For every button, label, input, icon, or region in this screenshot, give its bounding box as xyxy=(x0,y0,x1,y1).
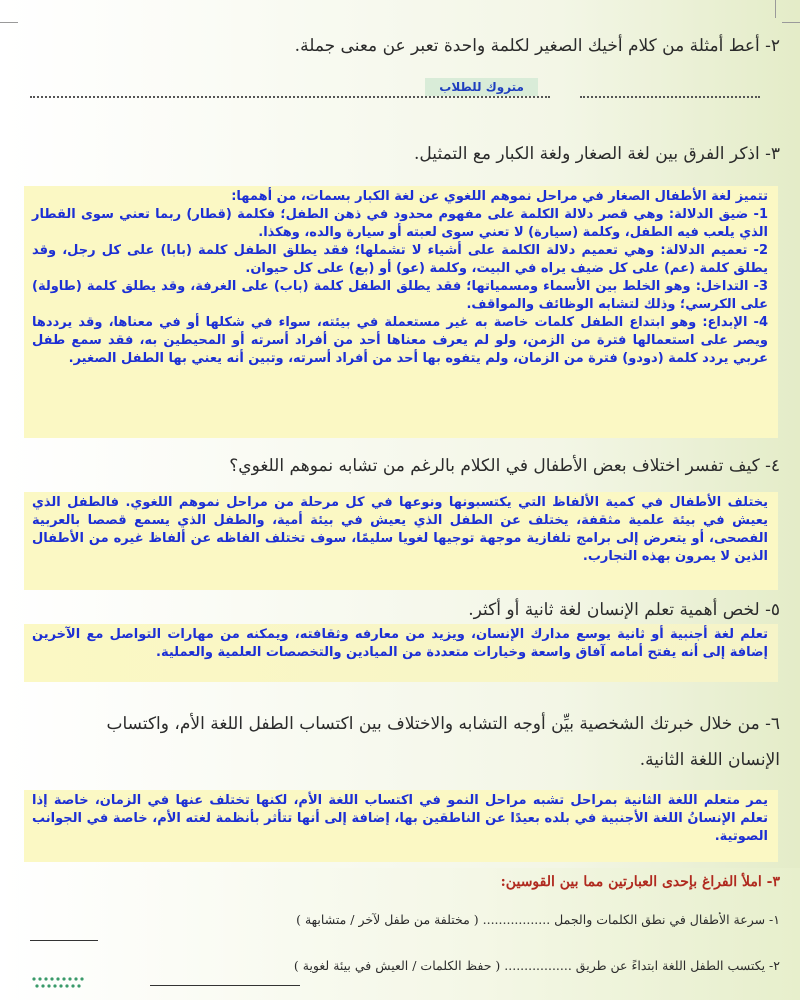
answer-6-text: يمر متعلم اللغة الثانية بمراحل تشبه مراحل النمو في اكتساب اللغة الأم، لكنها تختلف عنها في الزمان، خاصة إذا تعلم الإنسانُ اللغة الأجنبية في بلده بعيدًا عن الناطقين بها، إضافة إلى أنها تتأثر بأنظمة لغته الأم، خاصة في الجوانب الصوتية. xyxy=(32,793,768,844)
question-6 xyxy=(20,710,780,774)
answer-underline xyxy=(30,940,98,941)
answer-underline xyxy=(150,985,300,986)
answer-3-point-4: 4- الإبداع: وهو ابتداع الطفل كلمات خاصة به غير مستعملة في بيئته، سواء في شكلها أو في معناها، وقد يرددها ويصر على استعمالها فترة من الزمن، ولو لم يعرف معناها أحد من أفراد أسرته أو المحيطين به، فقد سمع طفل عربي يردد كلمة (دودو) فترة من الزمان، ولم يتفوه بها أحد من أفراد أسرته، وتبين أنه يعني بها الطفل الصغير. xyxy=(32,315,768,366)
fill-in-item-2: ٢- يكتسب الطفل اللغة ابتداءً عن طريق ................. ( حفظ الكلمات / العيش في بيئة لغوية ) xyxy=(293,958,780,973)
question-4: ٤- كيف تفسر اختلاف بعض الأطفال في الكلام بالرغم من تشابه نموهم اللغوي؟ xyxy=(229,456,780,476)
answer-6 xyxy=(24,790,778,862)
answer-note: متروك للطلاب xyxy=(425,78,538,96)
answer-4-text: يختلف الأطفال في كمية الألفاظ التي يكتسبونها ونوعها في كل مرحلة من مراحل نموهم اللغوي. فالطفل الذي يعيش في بيئة علمية مثقفة، يختلف عن الطفل الذي يعيش في بيئة أمية، والطفل الذي يسمع قصصا بالعربية الفصحى، أو يتعرض إلى برامج تلفازية موجهة توجيها لغويا سليمًا، سوف تختلف الفاظه عن ألفاظ غيره من الأطفال الذين لا يمرون بهذه التجارب. xyxy=(32,495,768,564)
question-6-line-1: ٦- من خلال خبرتك الشخصية بيِّن أوجه التشابه والاختلاف بين اكتساب الطفل اللغة الأم، واكتساب xyxy=(106,714,780,734)
fill-in-item-1: ١- سرعة الأطفال في نطق الكلمات والجمل ................. ( مختلفة من طفل لآخر / متشابهة ) xyxy=(296,912,780,927)
answer-dotted-line xyxy=(30,96,550,98)
answer-3-point-2: 2- تعميم الدلالة: وهي تعميم دلالة الكلمة على أشياء لا تشملها؛ فقد يطلق الطفل كلمة (بابا) على كل رجل، وقد يطلق كلمة (عم) على كل ضيف يراه في البيت، وكلمة (عو) أو (بع) على كل حيوان. xyxy=(32,243,768,276)
crop-mark xyxy=(775,0,776,18)
fill-in-title: ٣- املأ الفراغ بإحدى العبارتين مما بين القوسين: xyxy=(500,874,780,890)
answer-3 xyxy=(24,186,778,438)
answer-3-intro: تتميز لغة الأطفال الصغار في مراحل نموهم اللغوي عن لغة الكبار بسمات، من أهمها: xyxy=(231,189,768,204)
question-6-line-2: الإنسان اللغة الثانية. xyxy=(639,750,780,770)
crop-mark xyxy=(782,22,800,23)
publisher-logo-icon xyxy=(30,975,90,991)
crop-mark xyxy=(0,22,18,23)
answer-4 xyxy=(24,492,778,590)
answer-dotted-line xyxy=(580,96,760,98)
answer-3-point-3: 3- التداخل: وهو الخلط بين الأسماء ومسمياتها؛ فقد يطلق الطفل كلمة (باب) على الغرفة، وقد يطلق كلمة (طاولة) على الكرسي؛ وذلك لتشابه الوظائف والمواقف. xyxy=(32,279,768,312)
answer-3-point-1: 1- ضيق الدلالة: وهي قصر دلالة الكلمة على مفهوم محدود في ذهن الطفل؛ فكلمة (قطار) ربما تعني سوى القطار الذي يلعب فيه الطفل، وكلمة (سيارة) لا تعني سوى لعبته أو سيارة والده، وهكذا. xyxy=(32,207,768,240)
answer-5-text: تعلم لغة أجنبية أو ثانية يوسع مدارك الإنسان، ويزيد من معارفه وثقافته، ويمكنه من مهارات التواصل مع الآخرين إضافة إلى أنه يفتح أمامه آفاق واسعة وخيارات متعددة من الميادين والتخصصات العلمية والعملية. xyxy=(32,627,768,660)
question-2: ٢- أعط أمثلة من كلام أخيك الصغير لكلمة واحدة تعبر عن معنى جملة. xyxy=(294,36,780,56)
answer-5 xyxy=(24,624,778,682)
question-3: ٣- اذكر الفرق بين لغة الصغار ولغة الكبار مع التمثيل. xyxy=(414,144,780,164)
question-5: ٥- لخص أهمية تعلم الإنسان لغة ثانية أو أكثر. xyxy=(468,600,780,620)
